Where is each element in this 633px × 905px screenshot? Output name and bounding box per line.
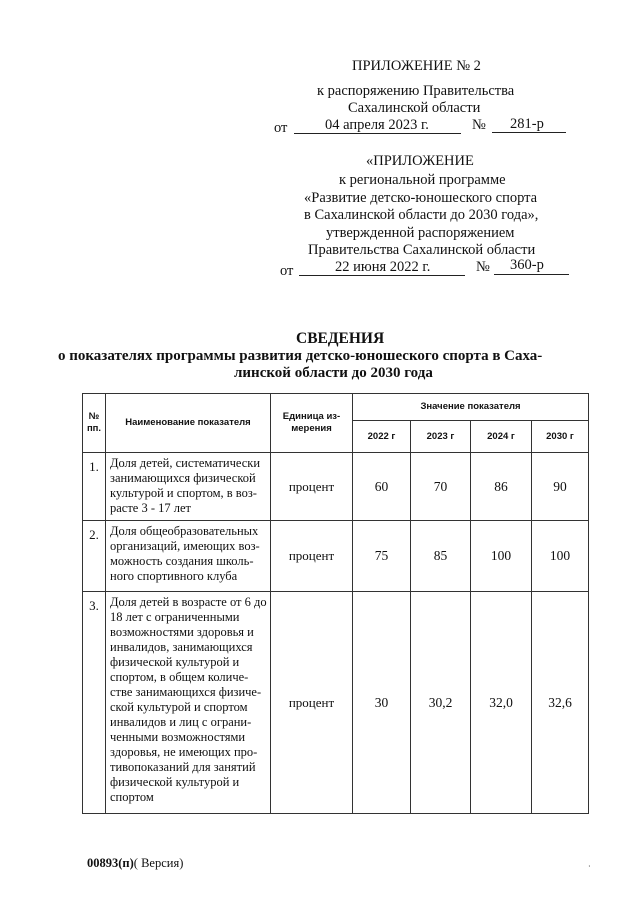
row-number: 1. bbox=[83, 453, 106, 521]
orig-appendix-number-label: № bbox=[476, 259, 490, 275]
table-row bbox=[83, 521, 589, 592]
value-cell: 60 bbox=[353, 453, 411, 521]
row-number: 2. bbox=[83, 521, 106, 592]
orig-appendix-line-4: утвержденной распоряжением bbox=[326, 225, 515, 241]
appendix-number-label: № bbox=[472, 117, 486, 133]
header-indicator-name: Наименование показателя bbox=[106, 394, 271, 453]
value-cell: 85 bbox=[411, 521, 471, 592]
header-unit: Единица из- мерения bbox=[271, 394, 353, 453]
header-year: 2022 г bbox=[353, 421, 411, 453]
indicator-name: Доля детей, систематически занимающихся физической культурой и спортом, в воз- расте 3 - 17 лет bbox=[106, 453, 271, 521]
header-year: 2030 г bbox=[532, 421, 589, 453]
appendix-number: 281-р bbox=[510, 116, 544, 132]
appendix-date: 04 апреля 2023 г. bbox=[325, 117, 429, 133]
appendix-from-label: от bbox=[274, 120, 288, 136]
unit-cell: процент bbox=[271, 521, 353, 592]
document-subtitle-line-1: о показателях программы развития детско-юношеского спорта в Саха- bbox=[58, 348, 543, 364]
value-cell: 32,0 bbox=[471, 592, 532, 814]
header-year: 2023 г bbox=[411, 421, 471, 453]
table-row bbox=[83, 592, 589, 814]
orig-appendix-heading: «ПРИЛОЖЕНИЕ bbox=[366, 153, 474, 169]
appendix-heading: ПРИЛОЖЕНИЕ № 2 bbox=[352, 58, 481, 74]
unit-cell: процент bbox=[271, 592, 353, 814]
value-cell: 70 bbox=[411, 453, 471, 521]
document-title: СВЕДЕНИЯ bbox=[296, 330, 385, 347]
orig-appendix-number-underline bbox=[494, 274, 569, 275]
appendix-line-2: Сахалинской области bbox=[348, 100, 481, 116]
orig-appendix-line-1: к региональной программе bbox=[339, 172, 506, 188]
orig-appendix-from-label: от bbox=[280, 263, 294, 279]
indicator-name: Доля общеобразовательных организаций, имеющих воз- можность создания школь- ного спортивного клуба bbox=[106, 521, 271, 592]
document-subtitle-line-2: линской области до 2030 года bbox=[234, 365, 433, 381]
value-cell: 30 bbox=[353, 592, 411, 814]
value-cell: 86 bbox=[471, 453, 532, 521]
header-year: 2024 г bbox=[471, 421, 532, 453]
header-row-number: № пп. bbox=[83, 394, 106, 453]
value-cell: 90 bbox=[532, 453, 589, 521]
document-footer bbox=[87, 856, 183, 871]
value-cell: 75 bbox=[353, 521, 411, 592]
appendix-number-underline bbox=[492, 132, 566, 133]
unit-cell: процент bbox=[271, 453, 353, 521]
indicator-name: Доля детей в возрасте от 6 до 18 лет с ограниченными возможностями здоровья и инвалидов, занимающихся физической культурой и спортом, в общем количе- стве занимающихся физиче- ской культурой и спортом инвалидов и лиц с ограни- ченными возможностями здоровья, не имеющих про- тивопоказаний для занятий физической культурой и спортом bbox=[106, 592, 271, 814]
value-cell: 100 bbox=[471, 521, 532, 592]
value-cell: 100 bbox=[532, 521, 589, 592]
scan-mark: ⸒ bbox=[588, 857, 591, 867]
appendix-date-underline bbox=[294, 133, 461, 134]
orig-appendix-date-underline bbox=[299, 275, 465, 276]
table-row bbox=[83, 453, 589, 521]
header-value-group: Значение показателя bbox=[353, 394, 589, 421]
orig-appendix-line-5: Правительства Сахалинской области bbox=[308, 242, 536, 258]
document-code: 00893(п) bbox=[87, 856, 134, 870]
orig-appendix-line-3: в Сахалинской области до 2030 года», bbox=[304, 207, 539, 223]
orig-appendix-number: 360-р bbox=[510, 257, 544, 273]
orig-appendix-date: 22 июня 2022 г. bbox=[335, 259, 431, 275]
appendix-line-1: к распоряжению Правительства bbox=[317, 83, 515, 99]
value-cell: 30,2 bbox=[411, 592, 471, 814]
orig-appendix-line-2: «Развитие детско-юношеского спорта bbox=[304, 190, 538, 206]
value-cell: 32,6 bbox=[532, 592, 589, 814]
document-version: ( Версия) bbox=[133, 856, 184, 870]
indicators-table bbox=[82, 393, 589, 814]
row-number: 3. bbox=[83, 592, 106, 814]
